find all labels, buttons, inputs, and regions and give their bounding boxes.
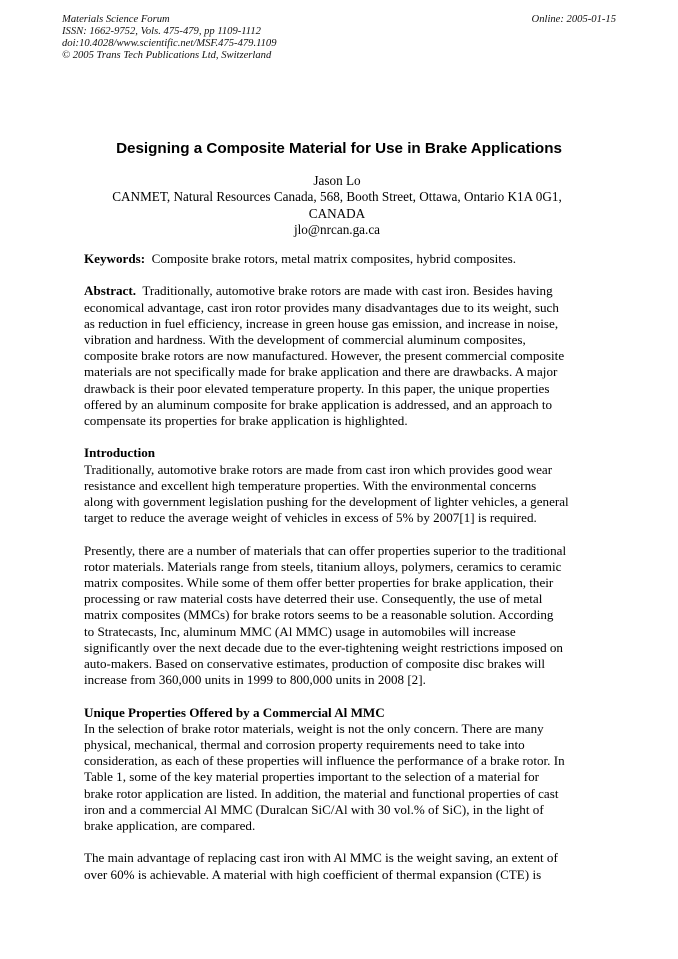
body-line: to Stratecasts, Inc, aluminum MMC (Al MMC) usage in automobiles will increase — [84, 623, 516, 639]
body-line: Presently, there are a number of materials that can offer properties superior to the traditional — [84, 542, 567, 558]
body-line: rotor materials. Materials range from steels, titanium alloys, polymers, ceramics to ceramic — [84, 558, 562, 574]
body-line: Table 1, some of the key material properties important to the selection of a material for — [84, 769, 540, 785]
keywords-label: Keywords: — [84, 251, 146, 266]
body-line: In the selection of brake rotor materials, weight is not the only concern. There are many — [84, 720, 544, 736]
doi-line: doi:10.4028/www.scientific.net/MSF.475-479.1109 — [62, 38, 277, 49]
keywords — [84, 251, 592, 267]
abstract-line: composite brake rotors are now manufactured. However, the present commercial composite — [84, 348, 565, 364]
abstract-line: drawback is their poor elevated temperature property. In this paper, the unique properties — [84, 380, 550, 396]
body-line: brake application, are compared. — [84, 818, 256, 834]
journal-header — [62, 14, 616, 62]
author-affiliation-line-2: CANADA — [308, 205, 366, 221]
paper-body — [84, 251, 592, 883]
body-line: along with government legislation pushing for the development of lighter vehicles, a general — [84, 494, 569, 510]
unique-properties-section — [84, 705, 592, 835]
body-line: resistance and excellent high temperature properties. With the environmental concerns — [84, 477, 537, 493]
keywords-text: Composite brake rotors, metal matrix composites, hybrid composites. — [151, 251, 517, 266]
abstract — [84, 283, 592, 429]
abstract-line: compensate its properties for brake application is highlighted. — [84, 413, 408, 429]
body-line: brake rotor application are listed. In addition, the material and functional properties of cast — [84, 785, 559, 801]
body-line: iron and a commercial Al MMC (Duralcan SiC/Al with 30 vol.% of SiC), in the light of — [84, 801, 544, 817]
body-line: significantly over the next decade due to the ever-tightening weight restrictions imposed on — [84, 639, 563, 655]
body-line: auto-makers. Based on conservative estimates, production of composite disc brakes will — [84, 656, 546, 672]
body-line: consideration, as each of these properties will influence the performance of a brake rotor. In — [84, 753, 565, 769]
body-line: matrix composites (MMCs) for brake rotors seems to be a reasonable solution. According — [84, 607, 554, 623]
abstract-line: economical advantage, cast iron rotor provides many disadvantages due to its weight, such — [84, 299, 559, 315]
body-line: matrix composites. While some of them offer better properties for brake application, their — [84, 575, 554, 591]
body-line: processing or raw material costs have deterred their use. Consequently, the use of metal — [84, 591, 543, 607]
body-line: increase from 360,000 units in 1999 to 800,000 units in 2008 [2]. — [84, 672, 426, 688]
unique-properties-paragraph-2 — [84, 850, 592, 882]
introduction-section — [84, 445, 592, 526]
introduction-heading: Introduction — [84, 445, 156, 461]
author-block — [84, 173, 590, 239]
abstract-line: as reduction in fuel efficiency, increase in green house gas emission, and increase in noise, — [84, 315, 559, 331]
unique-properties-heading: Unique Properties Offered by a Commercial Al MMC — [84, 704, 385, 720]
issn-line: ISSN: 1662-9752, Vols. 475-479, pp 1109-1112 — [62, 26, 261, 37]
journal-name: Materials Science Forum — [62, 14, 170, 25]
author-name: Jason Lo — [313, 173, 361, 188]
copyright-line: © 2005 Trans Tech Publications Ltd, Switzerland — [62, 50, 272, 61]
body-line: The main advantage of replacing cast iron with Al MMC is the weight saving, an extent of — [84, 850, 558, 866]
abstract-line: offered by an aluminum composite for brake application is addressed, and an approach to — [84, 396, 553, 412]
paper-title: Designing a Composite Material for Use in Brake Applications — [116, 140, 562, 157]
author-affiliation-line-1: CANMET, Natural Resources Canada, 568, Booth Street, Ottawa, Ontario K1A 0G1, — [112, 189, 562, 205]
body-line: target to reduce the average weight of vehicles in excess of 5% by 2007[1] is required. — [84, 510, 537, 526]
author-email: jlo@nrcan.ga.ca — [293, 222, 381, 238]
abstract-line: vibration and hardness. With the development of commercial aluminum composites, — [84, 332, 526, 347]
online-date: Online: 2005-01-15 — [531, 14, 616, 25]
body-line: over 60% is achievable. A material with high coefficient of thermal expansion (CTE) is — [84, 866, 542, 882]
body-line: Traditionally, automotive brake rotors are made from cast iron which provides good wear — [84, 461, 553, 477]
introduction-paragraph-2 — [84, 543, 592, 689]
abstract-line: Abstract. Traditionally, automotive brake rotors are made with cast iron. Besides having — [84, 283, 553, 299]
abstract-label: Abstract. — [84, 283, 136, 299]
abstract-line: materials are not specifically made for brake application and there are drawbacks. A major — [84, 364, 558, 380]
body-line: physical, mechanical, thermal and corrosion property requirements need to take into — [84, 737, 525, 753]
